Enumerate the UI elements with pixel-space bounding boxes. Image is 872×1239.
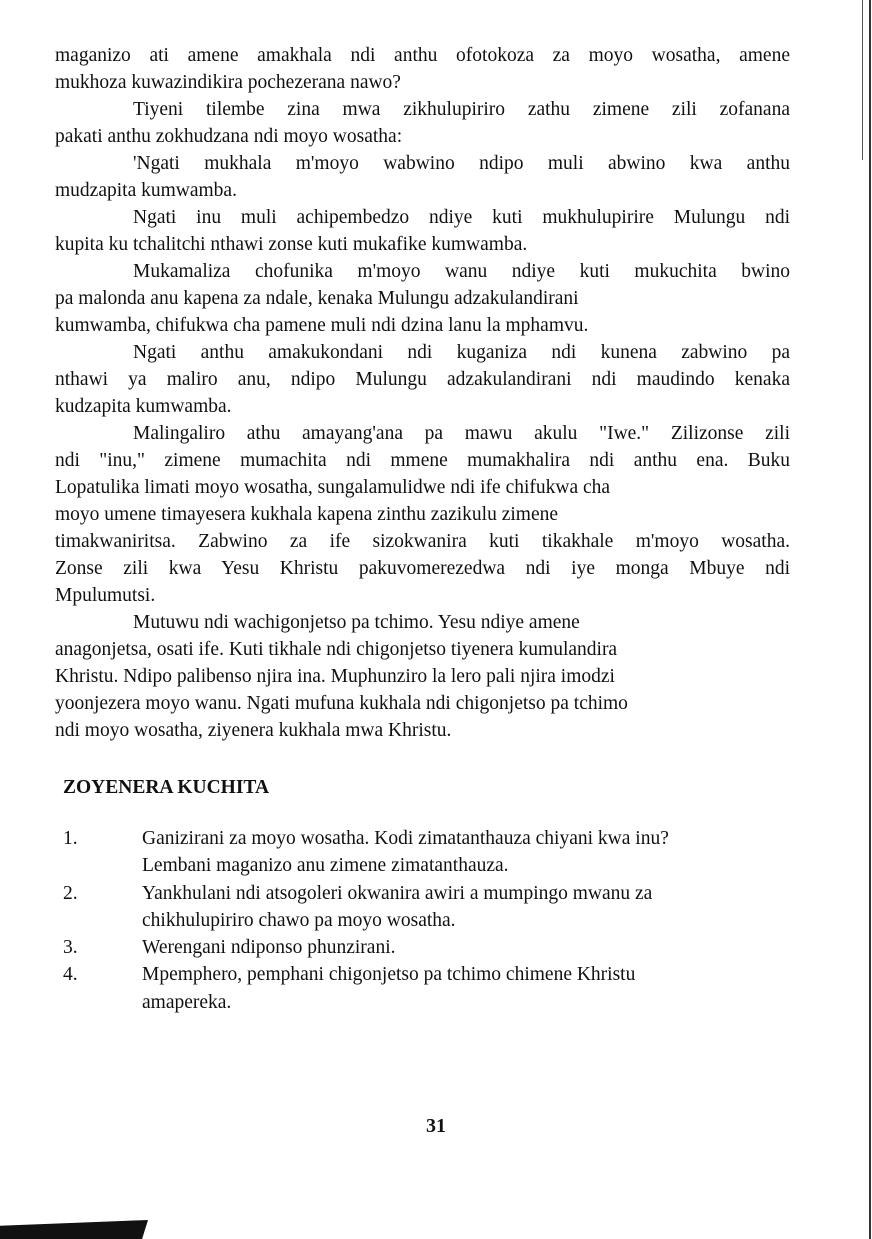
- list-number: 3.: [63, 937, 78, 958]
- list-item-text: Mpemphero, pemphani chigonjetso pa tchimo chimene Khristu: [142, 964, 636, 985]
- text-line: ndi "inu," zimene mumachita ndi mmene mumakhalira ndi anthu ena. Buku: [55, 450, 790, 471]
- text-line: kupita ku tchalitchi nthawi zonse kuti mukafike kumwamba.: [55, 234, 528, 255]
- list-item-text: Werengani ndiponso phunzirani.: [142, 937, 396, 958]
- list-item-text: chikhulupiriro chawo pa moyo wosatha.: [142, 910, 456, 931]
- text-line: yoonjezera moyo wanu. Ngati mufuna kukhala ndi chigonjetso pa tchimo: [55, 693, 628, 714]
- text-line: 'Ngati mukhala m'moyo wabwino ndipo muli abwino kwa anthu: [133, 153, 790, 174]
- page-number: 31: [426, 1115, 446, 1137]
- text-line: Lopatulika limati moyo wosatha, sungalamulidwe ndi ife chifukwa cha: [55, 477, 611, 498]
- text-line: Malingaliro athu amayang'ana pa mawu akulu "Iwe." Zilizonse zili: [133, 423, 790, 444]
- text-line: Ngati anthu amakukondani ndi kuganiza ndi kunena zabwino pa: [133, 342, 790, 363]
- text-line: mukhoza kuwazindikira pochezerana nawo?: [55, 72, 401, 93]
- text-line: kumwamba, chifukwa cha pamene muli ndi dzina lanu la mphamvu.: [55, 315, 589, 336]
- text-line: timakwaniritsa. Zabwino za ife sizokwanira kuti tikakhale m'moyo wosatha.: [55, 531, 790, 552]
- text-line: kudzapita kumwamba.: [55, 396, 232, 417]
- list-item-text: Yankhulani ndi atsogoleri okwanira awiri a mumpingo mwanu za: [142, 883, 653, 904]
- scan-artifact: [0, 1220, 148, 1239]
- text-line: mudzapita kumwamba.: [55, 180, 237, 201]
- list-item-text: Lembani maganizo anu zimene zimatanthauza.: [142, 855, 509, 876]
- list-item-text: amapereka.: [142, 992, 232, 1013]
- text-line: Mukamaliza chofunika m'moyo wanu ndiye kuti mukuchita bwino: [133, 261, 790, 282]
- list-number: 4.: [63, 964, 78, 985]
- scan-edge: [869, 0, 871, 1239]
- text-line: pa malonda anu kapena za ndale, kenaka Mulungu adzakulandirani: [55, 288, 579, 309]
- text-line: moyo umene timayesera kukhala kapena zinthu zazikulu zimene: [55, 504, 559, 525]
- list-item-text: Ganizirani za moyo wosatha. Kodi zimatanthauza chiyani kwa inu?: [142, 828, 669, 849]
- list-number: 1.: [63, 828, 78, 849]
- scan-edge-inner: [862, 0, 863, 160]
- list-number: 2.: [63, 883, 78, 904]
- text-line: nthawi ya maliro anu, ndipo Mulungu adzakulandirani ndi maudindo kenaka: [55, 369, 790, 390]
- text-line: anagonjetsa, osati ife. Kuti tikhale ndi chigonjetso tiyenera kumulandira: [55, 639, 618, 660]
- text-line: Mutuwu ndi wachigonjetso pa tchimo. Yesu ndiye amene: [133, 612, 580, 633]
- text-line: pakati anthu zokhudzana ndi moyo wosatha:: [55, 126, 403, 147]
- section-heading: ZOYENERA KUCHITA: [63, 777, 270, 798]
- text-line: Ngati inu muli achipembedzo ndiye kuti mukhulupirire Mulungu ndi: [133, 207, 790, 228]
- text-line: Khristu. Ndipo palibenso njira ina. Muphunziro la lero pali njira imodzi: [55, 666, 615, 687]
- text-line: Zonse zili kwa Yesu Khristu pakuvomerezedwa ndi iye monga Mbuye ndi: [55, 558, 790, 579]
- text-line: ndi moyo wosatha, ziyenera kukhala mwa Khristu.: [55, 720, 452, 741]
- text-line: maganizo ati amene amakhala ndi anthu ofotokoza za moyo wosatha, amene: [55, 45, 790, 66]
- text-line: Mpulumutsi.: [55, 585, 156, 606]
- text-line: Tiyeni tilembe zina mwa zikhulupiriro zathu zimene zili zofanana: [133, 99, 790, 120]
